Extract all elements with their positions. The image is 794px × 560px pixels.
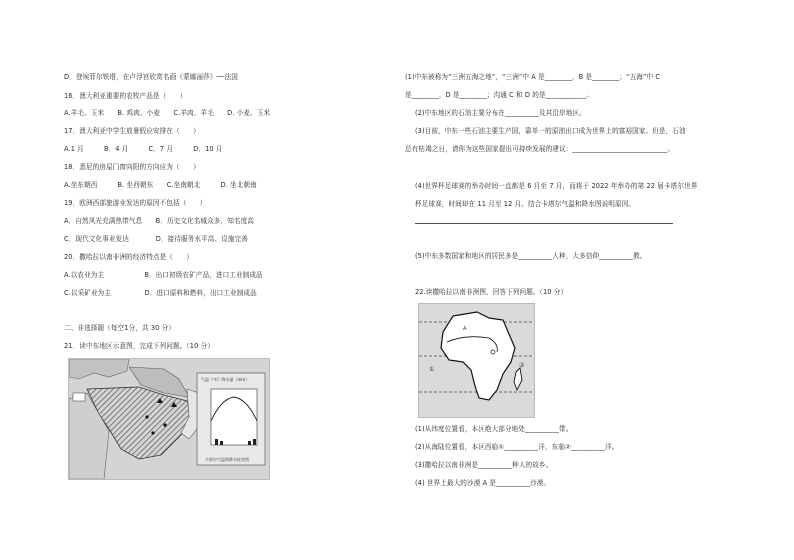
q15-option-d: D．登埃菲尔铁塔，在卢浮宫欣赏名画《蒙娜丽莎》──法国 (64, 73, 238, 81)
q21-part4-answer-line (415, 223, 673, 224)
q19-options-ab: A．自然风光充满热带气息 B．历史文化名城众多，知名度高 (64, 217, 254, 225)
q22-part4: (4) 世界上最大的沙漠 A 是__________沙漠。 (415, 479, 551, 487)
q21-stem: 21．读中东地区示意图，完成下列问题。（10 分） (64, 342, 214, 350)
q16-stem: 16．澳大利亚重要的农牧产品是（ ） (64, 92, 187, 100)
q20-options-cd: C.以采矿业为主 D．进口原料和燃料，出口工业制成品 (64, 289, 257, 297)
q20-options-ab: A.以农业为主 B．出口初级农矿产品，进口工业制成品 (64, 271, 263, 279)
q21-part3-line1: (3)目前，中东一些石油主要生产国，靠单一的原油出口成为世界上的富裕国家。但是，石油 (415, 127, 686, 135)
q21-part3-line2: 总有枯竭之日，请你为这些国家提出可持续发展的建议：____________________________。 (405, 145, 675, 153)
q19-stem: 19．欧洲西部旅游业发达的原因不包括（ ） (64, 199, 207, 207)
q21-part4-line1: (4)世界杯足球赛的举办时间一直都是 6 月至 7 月，而将于 2022 年举办的第 22 届卡塔尔世界 (415, 182, 698, 190)
q21-part1-line2: 是________，D 是________；沟通 C 和 D 的是____________。 (405, 91, 594, 99)
q21-part5: (5)中东多数国家和地区的居民多是__________人种，大多信仰__________教。 (415, 252, 647, 260)
q18-stem: 18．悉尼的房屋门窗向阳的方向应为（ ） (64, 163, 200, 171)
q16-options: A.羊毛、玉米 B. 鸡肉、小麦 C.羊肉、羊毛 D. 小麦、玉米 (64, 109, 271, 117)
q20-stem: 20．撒哈拉以南非洲的经济特点是（ ） (64, 253, 194, 261)
sub-saharan-africa-map-figure (418, 303, 535, 418)
q17-options: A.1 月 B．4 月 C．7 月 D．10 月 (64, 145, 223, 153)
africa-map-label-ocean-1: ① (429, 366, 435, 373)
q22-part3: (3)撒哈拉以南非洲是__________种人的故乡。 (415, 461, 553, 469)
q22-stem: 22.读撒哈拉以南非洲图，回答下列问题。（10 分） (415, 288, 568, 296)
q17-stem: 17．澳大利亚中学生放暑假应安排在（ ） (64, 127, 200, 135)
q21-part2: (2)中东地区的石油主要分布在__________及其沿岸地区。 (415, 109, 586, 117)
q22-part1: (1)从纬度位置看，本区绝大部分地处__________带。 (415, 425, 573, 433)
q21-part4-line2: 杯足球赛，时间却在 11 月至 12 月。结合卡塔尔气温和降水图说明原因。 (415, 200, 636, 208)
section-2-heading: 二、非选择题（每空1分，共 30 分） (64, 324, 175, 332)
q22-part2: (2)从海陆位置看，本区西临①__________洋，东临②__________洋。 (415, 443, 619, 451)
africa-map-graphic (419, 304, 534, 417)
middle-east-map-figure (68, 358, 270, 480)
q19-options-cd: C．现代文化事业发达 D．接待服务水平高、设施完善 (64, 235, 248, 243)
africa-map-label-a: A (463, 326, 467, 332)
qatar-chart-title: 气温（℃）降水量（mm） (201, 377, 250, 382)
q21-part1-line1: (1)中东被称为“三洲五海之地”，“三洲”中 A 是________，B 是________；“五海”中 C (405, 73, 661, 81)
africa-map-label-ocean-2: ② (519, 362, 525, 369)
qatar-chart-caption: 卡塔尔气温和降水柱状图 (205, 457, 249, 462)
q18-options: A.坐东朝西 B. 坐西朝东 C.坐南朝北 D. 坐北朝南 (64, 181, 257, 189)
